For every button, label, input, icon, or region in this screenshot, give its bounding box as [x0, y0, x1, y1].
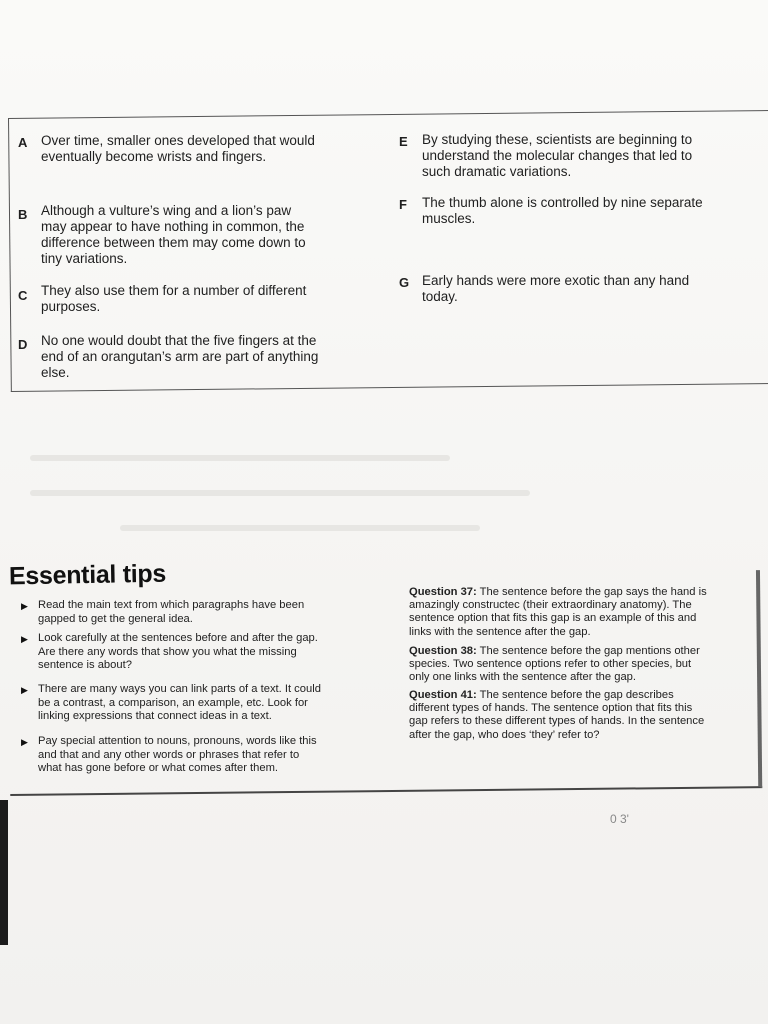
option-b-line-2: may appear to have nothing in common, the [41, 219, 305, 234]
option-f-letter: F [399, 197, 407, 212]
option-f [399, 195, 752, 227]
bleed-through-line [30, 490, 530, 496]
question-37-tip [409, 586, 745, 639]
tip-2-line-2: Are there any words that show you what the missing [38, 645, 297, 658]
option-b [18, 203, 381, 267]
question-41-label: Question 41: [409, 689, 477, 701]
tip-2-line-1: Look carefully at the sentences before and after the gap. [38, 632, 318, 644]
option-a-letter: A [18, 135, 28, 150]
option-c-line-2: purposes. [41, 299, 101, 314]
option-b-line-4: tiny variations. [41, 251, 128, 266]
option-c [18, 283, 381, 315]
tip-1-line-2: gapped to get the general idea. [38, 612, 193, 625]
option-e-line-1: By studying these, scientists are beginning to [422, 132, 693, 147]
question-37-line-3: sentence option that fits this gap is an example of this and [409, 612, 697, 625]
question-41-line-4: after the gap, who does ‘they’ refer to? [409, 728, 600, 741]
option-g-letter: G [399, 275, 410, 290]
tip-3-line-2: be a contrast, a comparison, an example, etc. Look for [38, 696, 308, 709]
option-a-line-2: eventually become wrists and fingers. [41, 149, 267, 164]
option-d-line-1: No one would doubt that the five fingers at the [41, 333, 317, 348]
question-41-line-1: The sentence before the gap describes [476, 689, 674, 701]
option-g-line-2: today. [422, 289, 458, 304]
option-c-line-1: They also use them for a number of different [41, 283, 307, 298]
question-41-tip [409, 689, 745, 742]
option-b-letter: B [18, 207, 28, 222]
option-d-letter: D [18, 337, 28, 352]
bullet-arrow-icon: ▶ [21, 601, 28, 611]
option-d [18, 333, 381, 381]
tip-4-line-1: Pay special attention to nouns, pronouns, words like this [38, 735, 317, 747]
question-37-line-2: amazingly constructec (their extraordinary anatomy). The [409, 599, 692, 612]
tip-1-line-1: Read the main text from which paragraphs have been [38, 599, 305, 611]
option-e-line-2: understand the molecular changes that led to [422, 148, 693, 163]
question-37-label: Question 37: [409, 586, 477, 598]
option-c-letter: C [18, 288, 28, 303]
option-e [399, 132, 752, 180]
bullet-arrow-icon: ▶ [21, 737, 28, 747]
question-38-line-2: species. Two sentence options refer to other species, but [409, 658, 692, 671]
option-e-line-3: such dramatic variations. [422, 164, 572, 179]
question-38-label: Question 38: [409, 645, 477, 657]
question-38-tip [409, 645, 745, 685]
question-41-line-3: gap refers to these different types of hands. In the sentence [409, 715, 705, 728]
option-d-line-2: end of an orangutan’s arm are part of anything [41, 349, 319, 364]
tip-4-line-3: what has gone before or what comes after them. [38, 762, 279, 774]
bleed-through-line [30, 455, 450, 461]
tip-item [21, 735, 358, 776]
question-37-line-1: The sentence before the gap says the hand is [476, 586, 707, 598]
option-b-line-1: Although a vulture’s wing and a lion’s paw [41, 203, 292, 218]
bullet-arrow-icon: ▶ [21, 685, 28, 695]
tip-3-line-1: There are many ways you can link parts of a text. It could [38, 683, 321, 695]
option-g-line-1: Early hands were more exotic than any hand [422, 273, 690, 288]
option-g [399, 273, 752, 305]
tip-3-line-3: linking expressions that connect ideas in a text. [38, 710, 272, 722]
tip-2-line-3: sentence is about? [38, 659, 132, 671]
option-a [18, 133, 381, 165]
tip-item [21, 599, 358, 626]
page-mark: 0 3' [610, 812, 629, 826]
essential-tips-heading: Essential tips [8, 559, 167, 591]
option-e-letter: E [399, 134, 408, 149]
bleed-through-line [120, 525, 480, 531]
tip-item [21, 683, 358, 724]
option-f-line-2: muscles. [422, 211, 476, 226]
question-38-line-1: The sentence before the gap mentions other [476, 645, 700, 657]
tip-4-line-2: and that and any other words or phrases that refer to [38, 748, 300, 761]
question-41-line-2: different types of hands. The sentence option that fits this [409, 702, 693, 715]
option-b-line-3: difference between them may come down to [41, 235, 306, 250]
bullet-arrow-icon: ▶ [21, 634, 28, 644]
scan-edge [0, 800, 8, 945]
option-d-line-3: else. [41, 365, 70, 380]
tip-item [21, 632, 358, 673]
question-37-line-4: links with the sentence after the gap. [409, 625, 591, 638]
option-a-line-1: Over time, smaller ones developed that would [41, 133, 315, 148]
option-f-line-1: The thumb alone is controlled by nine separate [422, 195, 703, 210]
question-38-line-3: only one links with the sentence after the gap. [409, 671, 637, 684]
